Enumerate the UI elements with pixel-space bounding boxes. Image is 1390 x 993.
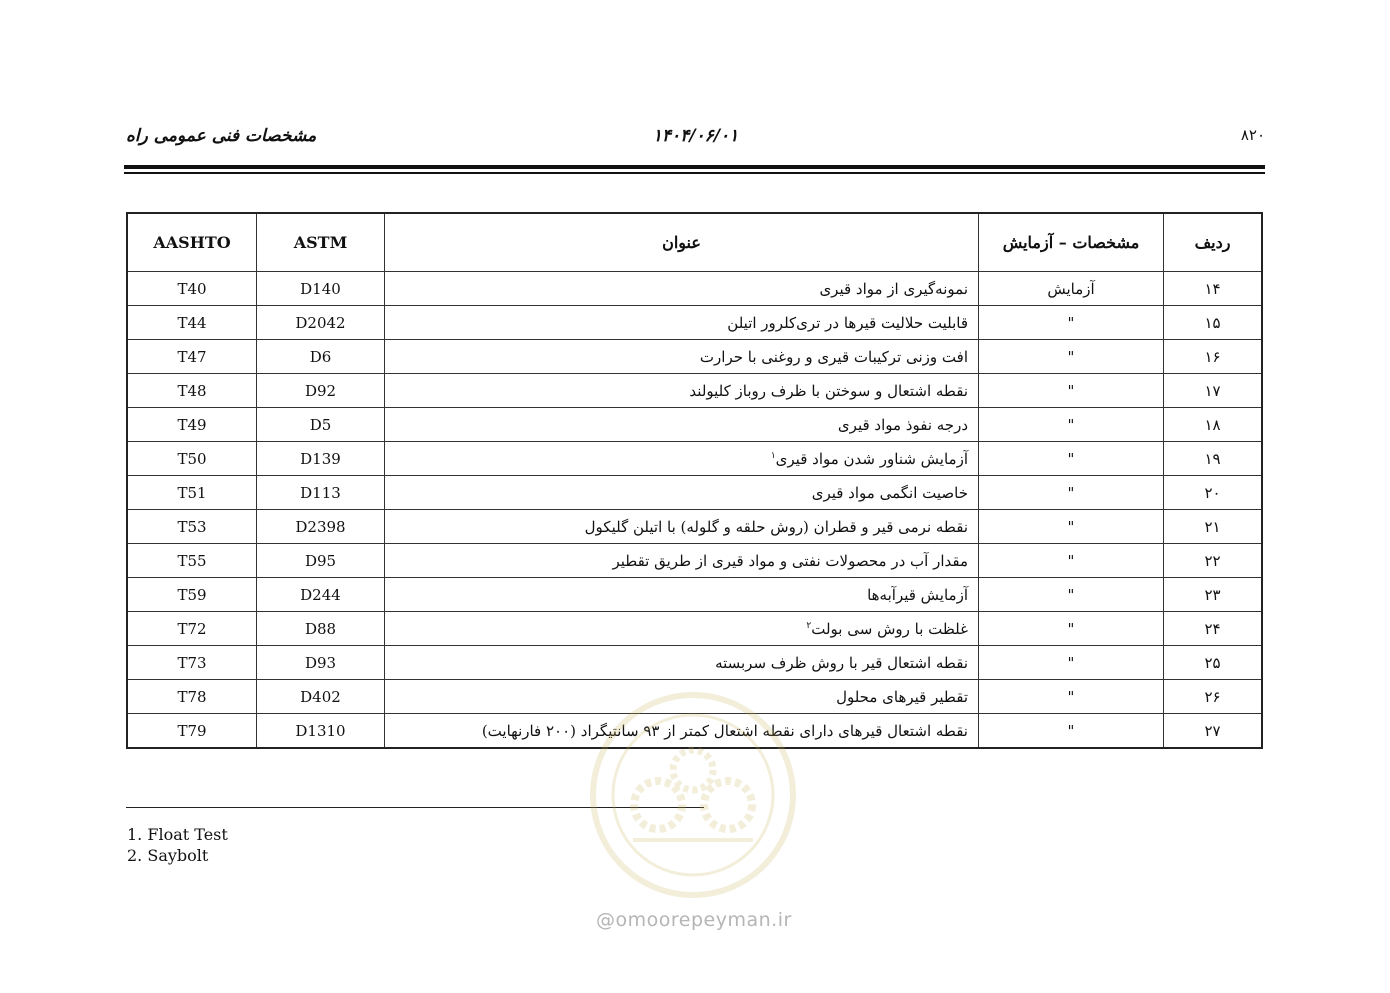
row-astm <box>257 476 385 510</box>
row-astm <box>257 714 385 749</box>
row-spec-text: " <box>1067 449 1075 468</box>
table-row <box>127 442 1262 476</box>
row-number <box>1164 442 1263 476</box>
row-astm-text: D113 <box>300 483 341 502</box>
table-row <box>127 510 1262 544</box>
row-title-text: افت وزنی ترکیبات قیری و روغنی با حرارت <box>699 347 968 366</box>
row-astm-text: D93 <box>304 653 337 672</box>
col-header-spec: مشخصات – آزمایش <box>979 213 1164 272</box>
row-number <box>1164 510 1263 544</box>
row-astm <box>257 612 385 646</box>
row-aashto <box>127 408 257 442</box>
row-spec-text: " <box>1067 653 1075 672</box>
row-spec-text: " <box>1067 585 1075 604</box>
watermark-text: @omoorepeyman.ir <box>596 909 792 931</box>
row-aashto-text: T51 <box>177 483 207 502</box>
row-title <box>385 476 979 510</box>
row-aashto-text: T59 <box>177 585 207 604</box>
row-spec-text: " <box>1067 313 1075 332</box>
row-title-text: نقطه نرمی قیر و قطران (روش حلقه و گلوله) با اتیلن گلیکول <box>584 517 968 536</box>
row-aashto-text: T40 <box>177 279 207 298</box>
row-spec <box>979 408 1164 442</box>
footnotes <box>127 824 228 866</box>
row-astm-text: D5 <box>309 415 332 434</box>
footnote-2: 2. Saybolt <box>127 846 209 865</box>
row-number <box>1164 374 1263 408</box>
row-aashto-text: T53 <box>177 517 207 536</box>
row-number <box>1164 714 1263 749</box>
document-date: ۱۴۰۴/۰۶/۰۱ <box>652 126 739 146</box>
row-title-text: قابلیت حلالیت قیرها در تری‌کلرور اتیلن <box>727 313 968 332</box>
row-astm <box>257 408 385 442</box>
row-spec <box>979 578 1164 612</box>
row-title-text: آزمایش شناور شدن مواد قیری <box>775 449 968 468</box>
row-astm-text: D402 <box>300 687 341 706</box>
row-number-text: ۲۳ <box>1204 585 1221 604</box>
row-astm <box>257 510 385 544</box>
table-row <box>127 578 1262 612</box>
row-title-text: نقطه اشتعال قیرهای دارای نقطه اشتعال کمتر از ۹۳ سانتیگراد (۲۰۰ فارنهایت) <box>481 721 968 740</box>
footnote-ref: ۱ <box>770 450 776 461</box>
row-spec <box>979 510 1164 544</box>
row-aashto <box>127 442 257 476</box>
col-header-row-no: ردیف <box>1164 213 1263 272</box>
row-aashto-text: T73 <box>177 653 207 672</box>
row-spec <box>979 272 1164 306</box>
row-aashto <box>127 612 257 646</box>
row-aashto-text: T47 <box>177 347 207 366</box>
row-aashto-text: T50 <box>177 449 207 468</box>
row-title <box>385 272 979 306</box>
row-number <box>1164 646 1263 680</box>
row-astm-text: D140 <box>300 279 341 298</box>
table-row <box>127 374 1262 408</box>
row-astm-text: D2042 <box>295 313 346 332</box>
row-title-text: آزمایش قیرآبه‌ها <box>867 585 968 604</box>
row-aashto-text: T79 <box>177 721 207 740</box>
col-header-title: عنوان <box>385 213 979 272</box>
row-aashto-text: T48 <box>177 381 207 400</box>
row-aashto-text: T49 <box>177 415 207 434</box>
table-row <box>127 476 1262 510</box>
row-spec <box>979 374 1164 408</box>
footnote-1: 1. Float Test <box>127 825 228 844</box>
table-row <box>127 544 1262 578</box>
row-aashto <box>127 476 257 510</box>
row-spec <box>979 646 1164 680</box>
row-astm <box>257 680 385 714</box>
row-astm-text: D88 <box>304 619 337 638</box>
row-spec <box>979 306 1164 340</box>
row-number-text: ۱۹ <box>1204 449 1221 468</box>
row-spec-text: " <box>1067 551 1075 570</box>
table-header-row <box>127 213 1262 272</box>
row-number-text: ۲۷ <box>1204 721 1221 740</box>
row-astm <box>257 340 385 374</box>
row-spec-text: " <box>1067 619 1075 638</box>
row-astm-text: D2398 <box>295 517 346 536</box>
row-number <box>1164 306 1263 340</box>
row-aashto <box>127 544 257 578</box>
row-aashto <box>127 374 257 408</box>
row-spec-text: " <box>1067 381 1075 400</box>
row-spec-text: " <box>1067 483 1075 502</box>
page-header <box>126 126 1265 156</box>
row-spec <box>979 612 1164 646</box>
row-title-text: نقطه اشتعال قیر با روش ظرف سربسته <box>715 653 968 672</box>
row-aashto-text: T55 <box>177 551 207 570</box>
row-astm <box>257 272 385 306</box>
row-number-text: ۲۲ <box>1204 551 1221 570</box>
row-aashto <box>127 646 257 680</box>
row-spec <box>979 714 1164 749</box>
row-number-text: ۱۵ <box>1204 313 1221 332</box>
table-row <box>127 408 1262 442</box>
row-title <box>385 340 979 374</box>
col-header-astm: ASTM <box>257 213 385 272</box>
row-astm <box>257 646 385 680</box>
row-number <box>1164 544 1263 578</box>
row-title <box>385 544 979 578</box>
header-rule-thin <box>124 172 1265 174</box>
row-aashto <box>127 306 257 340</box>
page-number: ۸۲۰ <box>1240 126 1265 144</box>
row-title <box>385 578 979 612</box>
row-spec-text: آزمایش <box>1047 279 1095 298</box>
row-title <box>385 306 979 340</box>
row-title <box>385 408 979 442</box>
footnote-ref: ۲ <box>806 620 812 631</box>
row-astm <box>257 442 385 476</box>
col-header-aashto: AASHTO <box>127 213 257 272</box>
row-spec <box>979 544 1164 578</box>
row-title-text: نمونه‌گیری از مواد قیری <box>819 279 968 298</box>
table-row <box>127 272 1262 306</box>
row-aashto <box>127 680 257 714</box>
row-spec-text: " <box>1067 347 1075 366</box>
table-row <box>127 340 1262 374</box>
row-spec <box>979 442 1164 476</box>
row-spec <box>979 340 1164 374</box>
table-row <box>127 646 1262 680</box>
row-title-text: درجه نفوذ مواد قیری <box>837 415 968 434</box>
row-aashto <box>127 578 257 612</box>
row-number-text: ۱۴ <box>1204 279 1221 298</box>
row-number <box>1164 272 1263 306</box>
row-astm <box>257 544 385 578</box>
row-number-text: ۱۶ <box>1204 347 1221 366</box>
row-title <box>385 510 979 544</box>
row-number <box>1164 612 1263 646</box>
row-number-text: ۲۴ <box>1204 619 1221 638</box>
row-astm-text: D139 <box>300 449 341 468</box>
row-astm <box>257 306 385 340</box>
row-number <box>1164 680 1263 714</box>
row-aashto <box>127 272 257 306</box>
row-astm <box>257 578 385 612</box>
row-astm-text: D244 <box>300 585 341 604</box>
standards-table <box>126 212 1263 749</box>
row-aashto <box>127 510 257 544</box>
row-number-text: ۱۷ <box>1204 381 1221 400</box>
row-number <box>1164 578 1263 612</box>
document-title: مشخصات فنی عمومی راه <box>126 126 317 146</box>
row-number-text: ۲۶ <box>1204 687 1221 706</box>
row-title-text: تقطیر قیرهای محلول <box>836 687 968 706</box>
row-spec-text: " <box>1067 721 1075 740</box>
row-spec-text: " <box>1067 517 1075 536</box>
row-spec-text: " <box>1067 415 1075 434</box>
row-aashto-text: T44 <box>177 313 207 332</box>
table-row <box>127 306 1262 340</box>
row-aashto-text: T78 <box>177 687 207 706</box>
row-number <box>1164 340 1263 374</box>
row-astm-text: D92 <box>304 381 337 400</box>
row-number <box>1164 476 1263 510</box>
row-title-text: غلظت با روش سی بولت <box>811 619 968 638</box>
row-astm <box>257 374 385 408</box>
row-title-text: نقطه اشتعال و سوختن با ظرف روباز کلیولند <box>689 381 968 400</box>
row-number-text: ۲۵ <box>1204 653 1221 672</box>
row-aashto-text: T72 <box>177 619 207 638</box>
row-title-text: خاصیت انگمی مواد قیری <box>811 483 968 502</box>
row-astm-text: D1310 <box>295 721 346 740</box>
table-row <box>127 612 1262 646</box>
row-aashto <box>127 714 257 749</box>
row-astm-text: D6 <box>309 347 332 366</box>
watermark-seal <box>588 690 798 900</box>
row-number-text: ۱۸ <box>1204 415 1221 434</box>
row-title <box>385 374 979 408</box>
row-spec-text: " <box>1067 687 1075 706</box>
row-number <box>1164 408 1263 442</box>
row-spec <box>979 680 1164 714</box>
row-number-text: ۲۰ <box>1204 483 1221 502</box>
row-number-text: ۲۱ <box>1204 517 1221 536</box>
row-aashto <box>127 340 257 374</box>
row-title <box>385 612 979 646</box>
row-title <box>385 442 979 476</box>
row-spec <box>979 476 1164 510</box>
row-title-text: مقدار آب در محصولات نفتی و مواد قیری از طریق تقطیر <box>612 551 968 570</box>
row-title <box>385 646 979 680</box>
row-astm-text: D95 <box>304 551 337 570</box>
header-rule-thick <box>124 165 1265 169</box>
